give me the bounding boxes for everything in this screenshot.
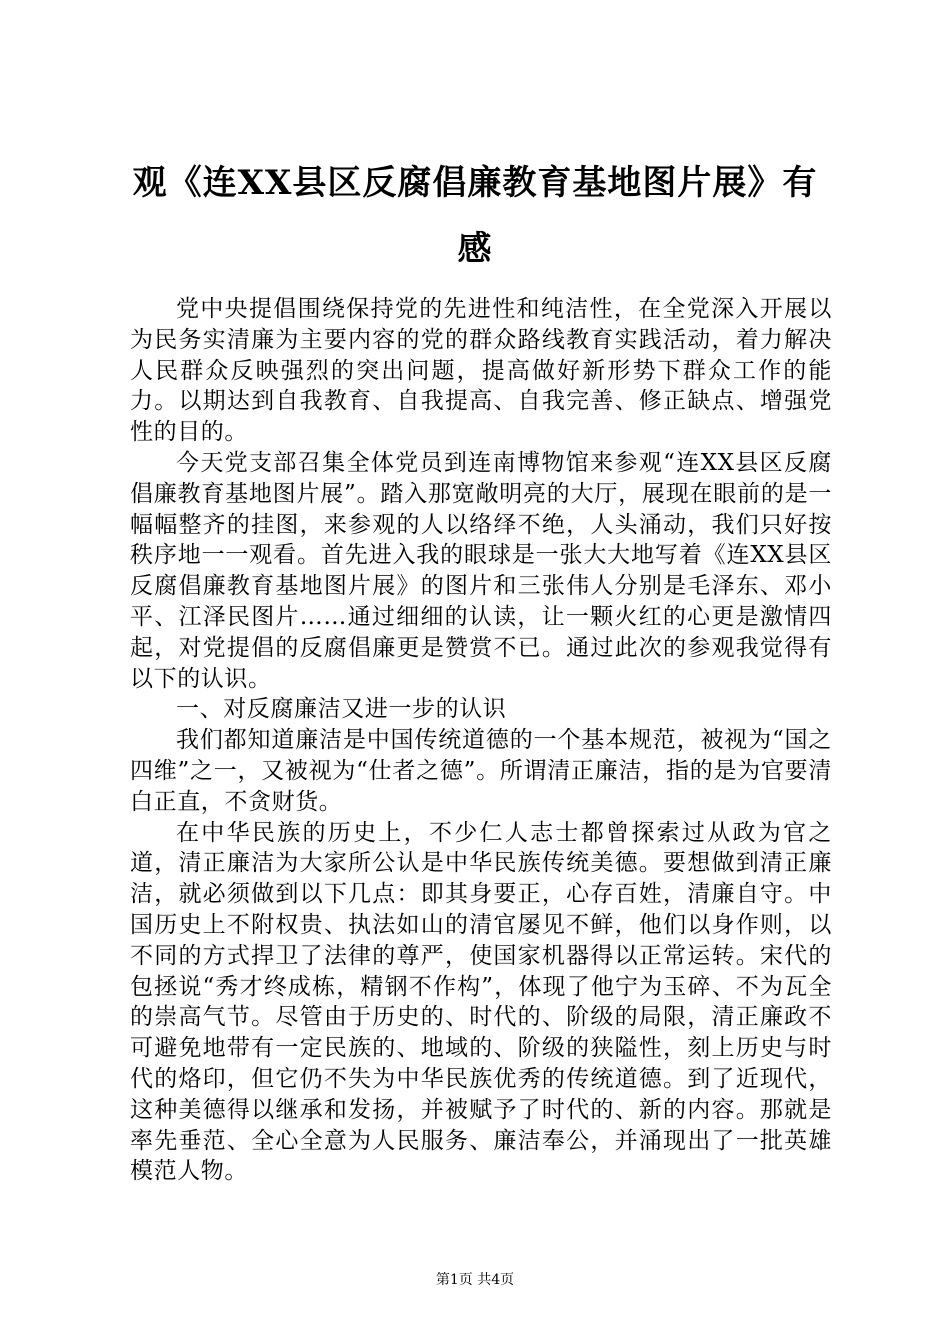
- paragraph-history: 在中华民族的历史上，不少仁人志士都曾探索过从政为官之道，清正廉洁为大家所公认是中华民族传统美德。要想做到清正廉洁，就必须做到以下几点：即其身要正，心存百姓，清廉自守。中国历史上不附权贵、执法如山的清官屡见不鲜，他们以身作则，以不同的方式捍卫了法律的尊严，使国家机器得以正常运转。宋代的包拯说“秀才终成栋，精钢不作构”，体现了他宁为玉碎、不为瓦全的崇高气节。尽管由于历史的、时代的、阶级的局限，清正廉政不可避免地带有一定民族的、地域的、阶级的狭隘性，刻上历史与时代的烙印，但它仍不失为中华民族优秀的传统道德。到了近现代，这种美德得以继承和发扬，并被赋予了时代的、新的内容。那就是率先垂范、全心全意为人民服务、廉洁奉公，并涌现出了一批英雄模范人物。: [130, 819, 832, 1185]
- paragraph-intro: 党中央提倡围绕保持党的先进性和纯洁性，在全党深入开展以为民务实清廉为主要内容的党的群众路线教育实践活动，着力解决人民群众反映强烈的突出问题，提高做好新形势下群众工作的能力。以期达到自我教育、自我提高、自我完善、修正缺点、增强党性的目的。: [130, 296, 832, 446]
- section-heading-1: 一、对反腐廉洁又进一步的认识: [176, 696, 507, 723]
- paragraph-integrity-definition: 我们都知道廉洁是中国传统道德的一个基本规范，被视为“国之四维”之一，又被视为“仕者之德”。所谓清正廉洁，指的是为官要清白正直，不贪财货。: [130, 727, 832, 815]
- document-body: [130, 294, 832, 1187]
- page-footer: 第1页 共4页: [435, 1272, 515, 1288]
- paragraph-visit: 今天党支部召集全体党员到连南博物馆来参观“连XX县区反腐倡廉教育基地图片展”。踏入那宽敞明亮的大厅，展现在眼前的是一幅幅整齐的挂图，来参观的人以络绎不绝，人头涌动，我们只好按秩序地一一观看。首先进入我的眼球是一张大大地写着《连XX县区反腐倡廉教育基地图片展》的图片和三张伟人分别是毛泽东、邓小平、江泽民图片……通过细细的认读，让一颗火红的心更是激情四起，对党提倡的反腐倡廉更是赞赏不已。通过此次的参观我觉得有以下的认识。: [130, 449, 832, 692]
- document-title: 观《连XX县区反腐倡廉教育基地图片展》有感: [132, 163, 818, 269]
